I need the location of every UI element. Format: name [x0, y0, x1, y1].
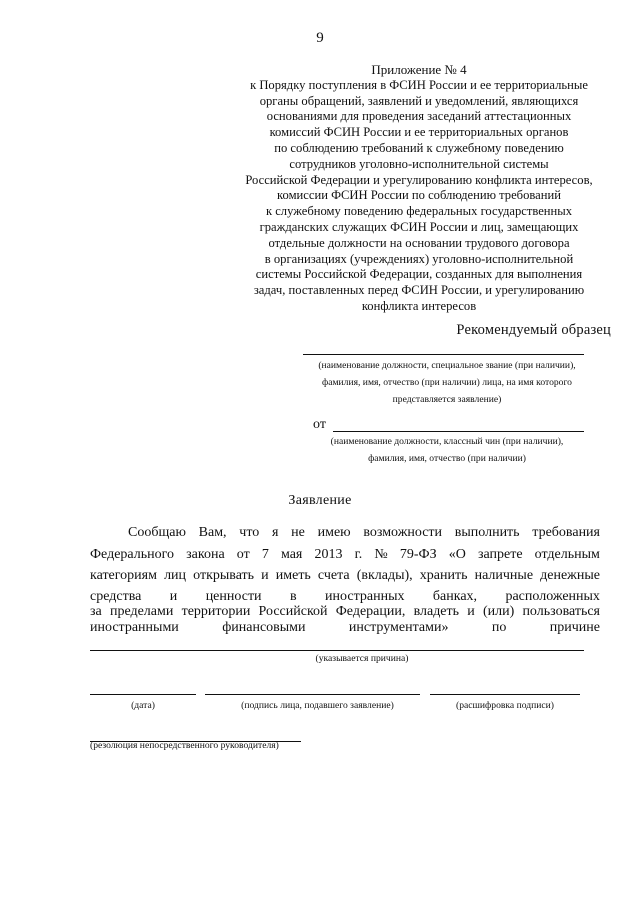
word: иметь — [275, 568, 311, 583]
word: «О — [448, 547, 466, 562]
body-line-2 — [90, 546, 600, 564]
appendix-line: к служебному поведению федеральных государственных — [265, 204, 573, 219]
from-label: от — [313, 417, 326, 432]
word: средства — [90, 589, 142, 604]
from-caption — [302, 433, 592, 467]
word: 7 — [261, 547, 269, 562]
word: (вклады), — [356, 568, 413, 583]
document-title: Заявление — [288, 493, 352, 508]
word: денежные — [540, 568, 600, 583]
body-line-1 — [90, 524, 600, 542]
word: счета — [317, 568, 350, 583]
word: расположенных — [505, 589, 600, 604]
word: 2013 — [314, 547, 343, 562]
addressee-caption-line: (наименование должности, специальное звание (при наличии), — [318, 360, 576, 371]
word: по — [491, 620, 507, 635]
appendix-line: системы Российской Федерации, созданных для выполнения — [255, 267, 583, 282]
appendix-line: Российской Федерации и урегулированию конфликта интересов, — [245, 172, 593, 187]
word: (или) — [482, 604, 515, 619]
addressee-caption — [300, 357, 594, 408]
word: что — [239, 525, 260, 540]
appendix-line: конфликта интересов — [361, 298, 477, 313]
word: № — [374, 547, 388, 562]
word: наличные — [474, 568, 534, 583]
appendix-line: к Порядку поступления в ФСИН России и ее территориальные — [250, 77, 588, 92]
transcript-caption: (расшифровка подписи) — [456, 700, 554, 711]
date-caption: (дата) — [131, 700, 155, 711]
signature-line — [205, 694, 420, 695]
appendix-line: по соблюдению требований к служебному поведению — [274, 140, 564, 155]
addressee-caption-line: представляется заявление) — [392, 394, 502, 405]
word: Вам, — [198, 525, 227, 540]
date-line — [90, 694, 196, 695]
resolution-caption: (резолюция непосредственного руководителя) — [90, 740, 279, 751]
word: инструментами» — [348, 620, 449, 635]
word: от — [236, 547, 250, 562]
appendix-line: основаниями для проведения заседаний аттестационных — [266, 109, 572, 124]
reason-caption: (указывается причина) — [315, 653, 409, 664]
word: территории — [181, 604, 251, 619]
addressee-caption-line: фамилия, имя, отчество (при наличии) лица, на имя которого — [322, 377, 572, 388]
signature-caption: (подпись лица, подавшего заявление) — [241, 700, 394, 711]
appendix-title: Приложение № 4 — [371, 62, 467, 77]
addressee-line — [303, 354, 584, 355]
appendix-header — [238, 62, 600, 315]
from-caption-line: (наименование должности, классный чин (при наличии), — [330, 436, 564, 447]
word: запрете — [477, 547, 523, 562]
word: и — [467, 604, 475, 619]
body-line-6 — [90, 619, 600, 637]
word: мая — [280, 547, 303, 562]
word: пределами — [109, 604, 174, 619]
appendix-line: задач, поставленных перед ФСИН России, и урегулированию — [253, 283, 585, 298]
word: Российской — [258, 604, 328, 619]
appendix-line: комиссий ФСИН России и ее территориальных органов — [269, 125, 569, 140]
word: и — [261, 568, 269, 583]
word: хранить — [419, 568, 468, 583]
word: закона — [186, 547, 225, 562]
word: г. — [354, 547, 363, 562]
word: причине — [549, 620, 600, 635]
word: и — [169, 589, 178, 604]
word: ценности — [205, 589, 262, 604]
word: 79-ФЗ — [399, 547, 437, 562]
transcript-line — [430, 694, 580, 695]
word: открывать — [193, 568, 255, 583]
word: я — [271, 525, 279, 540]
word: не — [291, 525, 305, 540]
word: иностранными — [90, 620, 179, 635]
appendix-line: гражданских служащих ФСИН России и лиц, замещающих — [259, 219, 579, 234]
appendix-line: отдельные должности на основании трудового договора — [268, 235, 570, 250]
word: лиц — [164, 568, 187, 583]
from-line — [333, 431, 584, 432]
appendix-line: органы обращений, заявлений и уведомлений, являющихся — [259, 93, 579, 108]
page-number: 9 — [316, 30, 324, 46]
word: за — [90, 604, 102, 619]
appendix-line: комиссии ФСИН России по соблюдению требований — [277, 188, 561, 203]
word: иностранных — [325, 589, 405, 604]
appendix-line: в организациях (учреждениях) уголовно-исполнительной — [264, 251, 574, 266]
word: банках, — [432, 589, 478, 604]
word: отдельным — [534, 547, 600, 562]
word: имею — [317, 525, 351, 540]
appendix-line: сотрудников уголовно-исполнительной системы — [289, 156, 549, 171]
word: пользоваться — [522, 604, 600, 619]
word: Федерации, — [335, 604, 406, 619]
word: выполнить — [454, 525, 520, 540]
word: владеть — [413, 604, 460, 619]
word: категориям — [90, 568, 157, 583]
word: Сообщаю — [128, 525, 186, 540]
word: финансовыми — [222, 620, 306, 635]
word: в — [289, 589, 297, 604]
word: возможности — [363, 525, 443, 540]
body-line-3 — [90, 567, 600, 585]
from-caption-line: фамилия, имя, отчество (при наличии) — [368, 453, 526, 464]
sample-label: Рекомендуемый образец — [456, 322, 611, 338]
word: требования — [532, 525, 600, 540]
word: Федерального — [90, 547, 175, 562]
